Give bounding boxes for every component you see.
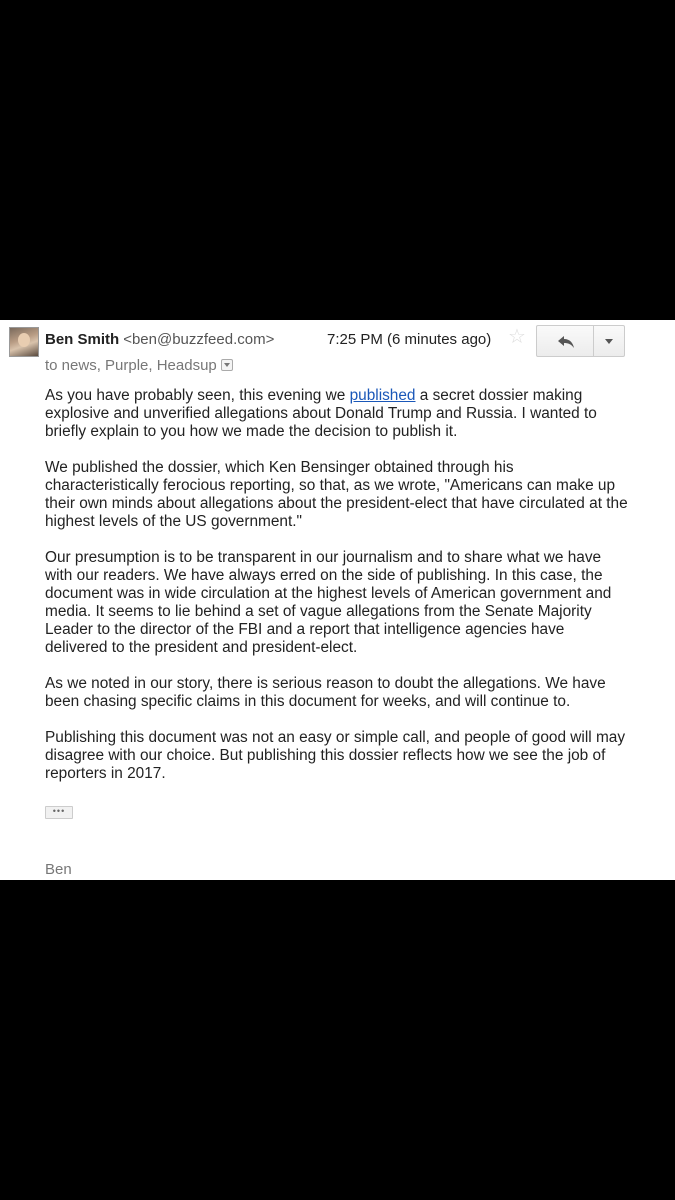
body-paragraph: [45, 387, 630, 441]
paragraph-text: a secret dossier making explosive and unverified allegations about Donald Trump and Russia. I wanted to briefly explain to you how we made the decision to publish it.: [45, 387, 597, 440]
email-timestamp: 7:25 PM (6 minutes ago): [327, 331, 492, 348]
email-body: [45, 387, 630, 819]
sender-line: [45, 331, 274, 348]
body-paragraph: Our presumption is to be transparent in our journalism and to share what we have with our readers. We have always erred on the side of publishing. In this case, the document was in wide circulation at the highest levels of American government and media. It seems to lie behind a set of vague allegations from the Senate Majority Leader to the director of the FBI and a report that intelligence agencies have delivered to the president and president-elect.: [45, 549, 612, 656]
sender-name[interactable]: Ben Smith: [45, 331, 120, 348]
recipients-details-chevron-icon[interactable]: [221, 359, 233, 371]
show-trimmed-content-button[interactable]: •••: [45, 806, 73, 819]
email-message: [0, 320, 675, 880]
reply-arrow-icon: [557, 335, 575, 349]
sender-email: <ben@buzzfeed.com>: [123, 331, 275, 348]
more-options-button[interactable]: [593, 325, 625, 357]
sender-avatar[interactable]: [9, 327, 39, 357]
published-link[interactable]: published: [349, 387, 416, 404]
email-signoff: Ben: [45, 861, 72, 878]
body-paragraph: We published the dossier, which Ken Bensinger obtained through his characteristically ferocious reporting, so that, as we wrote, "Americans can make up their own minds about allegations about the president-elect that have circulated at the highest levels of the US government.": [45, 459, 628, 530]
recipients-line: [45, 357, 233, 374]
body-paragraph: As we noted in our story, there is serious reason to doubt the allegations. We have been chasing specific claims in this document for weeks, and will continue to.: [45, 675, 606, 710]
body-paragraph: Publishing this document was not an easy or simple call, and people of good will may disagree with our choice. But publishing this dossier reflects how we see the job of reporters in 2017.: [45, 729, 626, 782]
recipients-text: to news, Purple, Headsup: [45, 357, 217, 374]
paragraph-text: As you have probably seen, this evening we: [45, 387, 350, 404]
star-icon[interactable]: ☆: [508, 326, 526, 348]
reply-button[interactable]: [536, 325, 594, 357]
